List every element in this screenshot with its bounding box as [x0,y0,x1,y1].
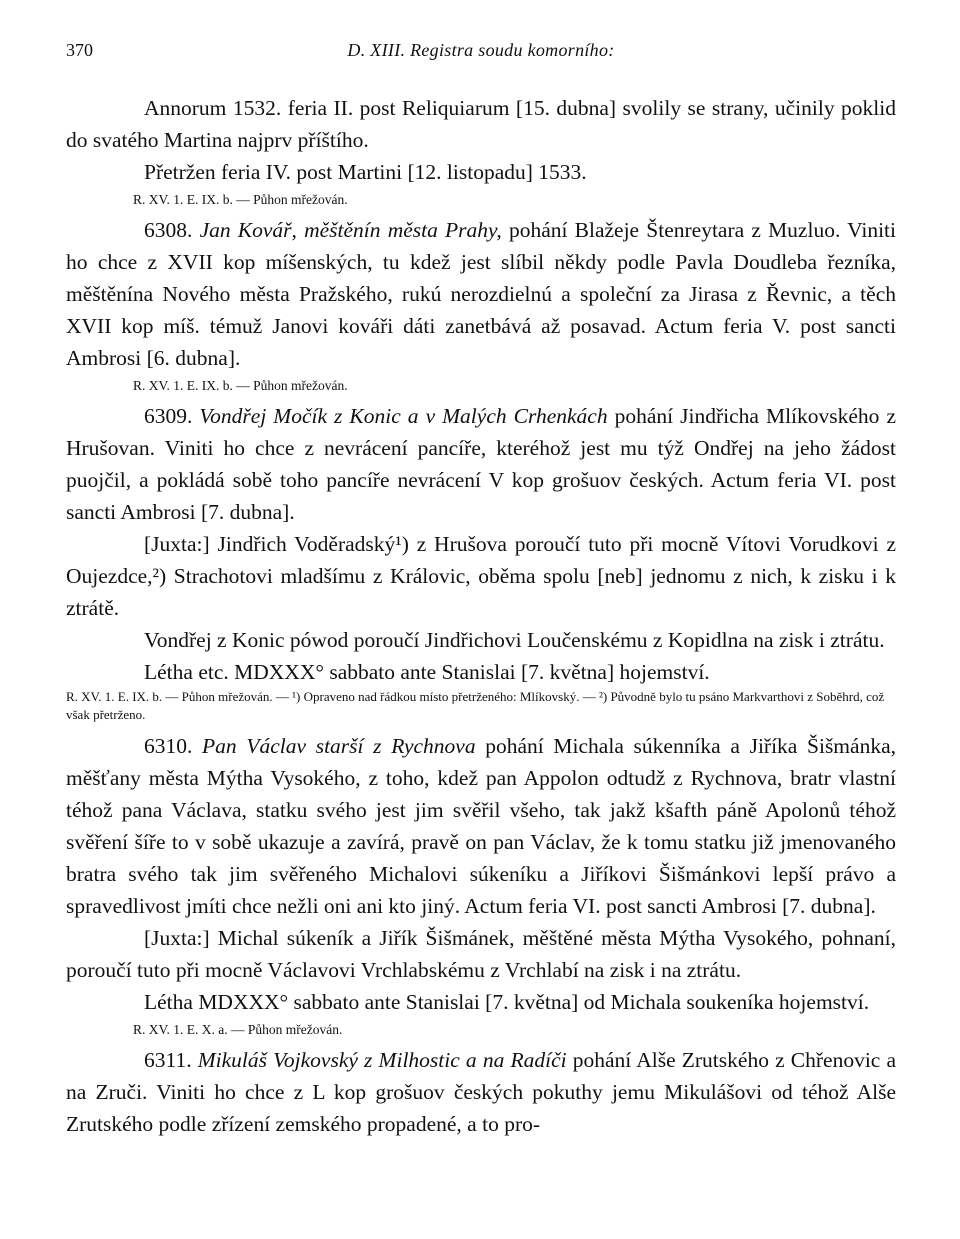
entry-6311 [66,1044,896,1140]
entry-text: pohání Michala súkenníka a Jiříka Šišmánka, měšťany města Mýtha Vysokého, z toho, kdež pan Appolon odtudž z Rychnova, bratr vlastní téhož pana Václava, statku svého jest jim svěřil všeho, tak jakž kšafth páně Apolonů téhož svěření šíře to v sobě ukazuje a zavírá, pravě on pan Václav, že k tomu statku již jmenovaného bratra svého tak jim svěřeného Michalovi súkeníku a Jiříkovi Šišmánkovi lepší právo a spravedlivost jmíti chce nežli oni ani kto jiný. Actum feria VI. post sancti Ambrosi [7. dubna]. [66,734,896,918]
paragraph: Létha etc. MDXXX° sabbato ante Stanislai [7. května] hojemství. [144,660,710,684]
entry-6310 [66,730,896,922]
archival-note: R. XV. 1. E. X. a. — Půhon mřežován. [133,1022,343,1037]
paragraph: [Juxta:] Michal súkeník a Jiřík Šišmánek, měštěné města Mýtha Vysokého, pohnaní, poroučí tuto při mocně Václavovi Vrchlabskému z Vrchlabí na zisk i na ztrátu. [66,926,896,982]
entry-text: pohání Alše Zrutského z Chřenovic a na Zruči. Viniti ho chce z L kop grošuov českých pokuthy jemu Mikulášovi od téhož Alše Zrutského podle zřízení zemského propadené, a to pro- [66,1048,897,1136]
plaintiff-name: Mikuláš Vojkovský z Milhostic a na Radíči [197,1048,567,1072]
entry-6309 [66,400,896,528]
plaintiff-name: Vondřej Močík z Konic a v Malých Crhenkách [199,404,608,428]
entry-text: pohání Blažeje Štenreytara z Muzluo. Viniti ho chce z XVII kop míšenských, tu kdež jest slíbil někdy podle Pavla Doudleba řezníka, měštěnína Nového města Pražského, rukú nerozdielnú a společní za Jirasa z Řevnic, a těch XVII kop míš. témuž Janovi kováři dáti zanetbává až posavad. Actum feria V. post sancti Ambrosi [6. dubna]. [66,218,896,370]
paragraph: Vondřej z Konic pówod poroučí Jindřichovi Loučenskému z Kopidlna na zisk i ztrátu. [144,628,885,652]
entry-number: 6311. [144,1048,192,1072]
entry-6308 [66,214,896,374]
running-title: D. XIII. Registra soudu komorního: [347,40,615,60]
paragraph: Přetržen feria IV. post Martini [12. listopadu] 1533. [144,160,587,184]
archival-note: R. XV. 1. E. IX. b. — Půhon mřežován. [133,192,348,207]
entry-number: 6310. [144,734,193,758]
entry-number: 6308. [144,218,193,242]
entry-text: pohání Jindřicha Mlíkovského z Hrušovan. Viniti ho chce z nevrácení pancíře, kteréhož jest mu týž Ondřej na jeho žádost puojčil, a pokládá sobě toho pancíře nevrácení V kop grošuov českých. Actum feria VI. post sancti Ambrosi [7. dubna]. [66,404,896,524]
page-body [66,92,896,1140]
plaintiff-name: Pan Václav starší z Rychnova [202,734,476,758]
paragraph: Létha MDXXX° sabbato ante Stanislai [7. května] od Michala soukeníka hojemství. [144,990,870,1014]
page-header [66,40,896,74]
entry-number: 6309. [144,404,193,428]
footnotes: R. XV. 1. E. IX. b. — Půhon mřežován. — ¹) Opraveno nad řádkou místo přetrženého: Mlíkovský. — ²) Původně bylo tu psáno Markvarthovi z Soběhrd, což však přetrženo. [66,689,885,722]
paragraph: [Juxta:] Jindřich Voděradský¹) z Hrušova poroučí tuto při mocně Vítovi Vorudkovi z Oujezdce,²) Strachotovi mladšímu z Královic, oběma spolu [neb] jednomu z nich, k zisku i k ztrátě. [66,532,896,620]
paragraph: Annorum 1532. feria II. post Reliquiarum [15. dubna] svolily se strany, učinily poklid do svatého Martina najprv příštího. [66,96,896,152]
document-page [66,40,897,1136]
archival-note: R. XV. 1. E. IX. b. — Půhon mřežován. [133,378,348,393]
plaintiff-name: Jan Kovář, měštěnín města Prahy, [199,218,502,242]
page-number: 370 [66,40,93,60]
